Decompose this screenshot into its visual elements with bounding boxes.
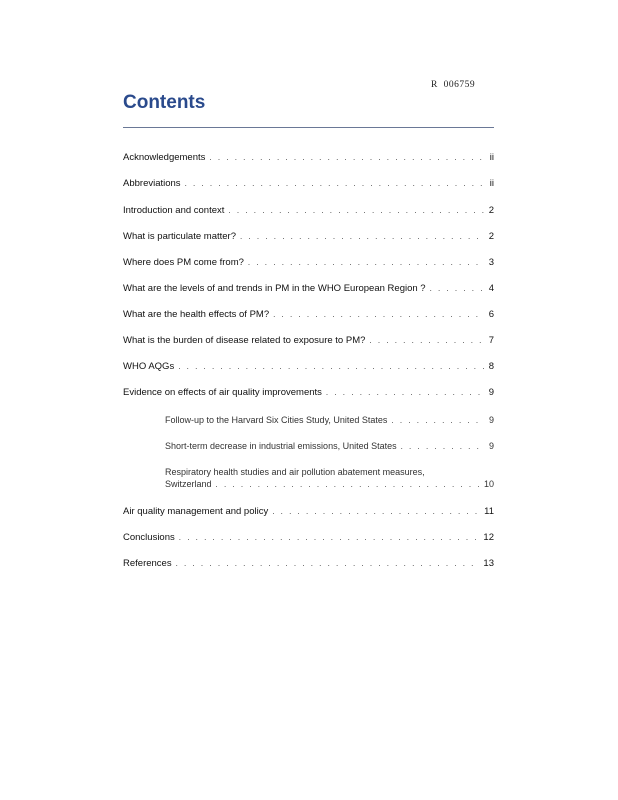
toc-entry-conclusions[interactable] [123,532,494,544]
toc-entry-page: 11 [484,506,494,517]
toc-entry-label: Acknowledgements [123,152,206,163]
toc-entry-label: Introduction and context [123,205,225,216]
toc-entry-label: Evidence on effects of air quality improvements [123,387,322,398]
toc-entry-page: 8 [488,361,494,372]
toc-entry-health-effects[interactable] [123,309,494,321]
page-title: Contents [123,92,206,113]
toc-entry-label: WHO AQGs [123,361,175,372]
dot-leader [240,231,485,243]
toc-entry-label: What are the levels of and trends in PM in the WHO European Region ? [123,283,426,294]
dot-leader [272,506,480,518]
toc-subentry-industrial-emissions[interactable] [165,440,494,453]
toc-entry-levels-trends[interactable] [123,283,494,295]
toc-entry-evidence[interactable] [123,387,494,399]
toc-entry-page: 9 [488,441,494,451]
toc-entry-page: 9 [488,387,494,398]
toc-entry-label: Abbreviations [123,178,181,189]
dot-leader [248,257,485,269]
toc-subentry-harvard-six-cities[interactable] [165,414,494,427]
toc-entry-abbreviations[interactable] [123,178,494,190]
toc-entry-acknowledgements[interactable] [123,152,494,164]
toc-entry-page: 13 [483,558,494,569]
toc-entry-page: 12 [483,532,494,543]
dot-leader [391,415,485,427]
dot-leader [179,532,480,544]
dot-leader [369,335,484,347]
toc-entry-label: Short-term decrease in industrial emissions, United States [165,441,397,451]
toc-entry-page: 2 [488,231,494,242]
toc-entry-page: 2 [488,205,494,216]
toc-entry-label-continued: Switzerland [165,479,212,489]
toc-entry-page: 7 [488,335,494,346]
dot-leader [209,152,485,164]
toc-entry-what-is-pm[interactable] [123,231,494,243]
toc-entry-label: Follow-up to the Harvard Six Cities Study, United States [165,415,388,425]
toc-entry-burden-of-disease[interactable] [123,335,494,347]
dot-leader [228,205,484,217]
dot-leader [326,387,485,399]
toc-entry-label: Conclusions [123,532,175,543]
dot-leader [216,479,480,491]
toc-entry-label: Respiratory health studies and air pollution abatement measures, [165,467,425,477]
toc-entry-pm-sources[interactable] [123,257,494,269]
toc-entry-page: 6 [488,309,494,320]
toc-subentry-switzerland-studies[interactable] [165,466,494,491]
toc-entry-air-quality-management[interactable] [123,506,494,518]
toc-entry-page: ii [489,178,494,189]
toc-entry-page: ii [489,152,494,163]
toc-entry-label: What is the burden of disease related to exposure to PM? [123,335,366,346]
dot-leader [185,178,486,190]
document-id: R 006759 [431,80,476,90]
toc-entry-page: 3 [488,257,494,268]
toc-entry-page: 4 [488,283,494,294]
toc-entry-label: References [123,558,172,569]
toc-entry-page: 10 [483,479,494,489]
toc-entry-page: 9 [488,415,494,425]
toc-entry-who-aqgs[interactable] [123,361,494,373]
dot-leader [178,361,485,373]
dot-leader [273,309,485,321]
toc-entry-label: What is particulate matter? [123,231,236,242]
toc-entry-label: What are the health effects of PM? [123,309,270,320]
dot-leader [430,283,485,295]
toc-entry-references[interactable] [123,558,494,570]
dot-leader [176,558,480,570]
dot-leader [401,441,485,453]
toc-entry-introduction[interactable] [123,205,494,217]
toc-entry-label: Air quality management and policy [123,506,269,517]
toc-entry-label: Where does PM come from? [123,257,244,268]
